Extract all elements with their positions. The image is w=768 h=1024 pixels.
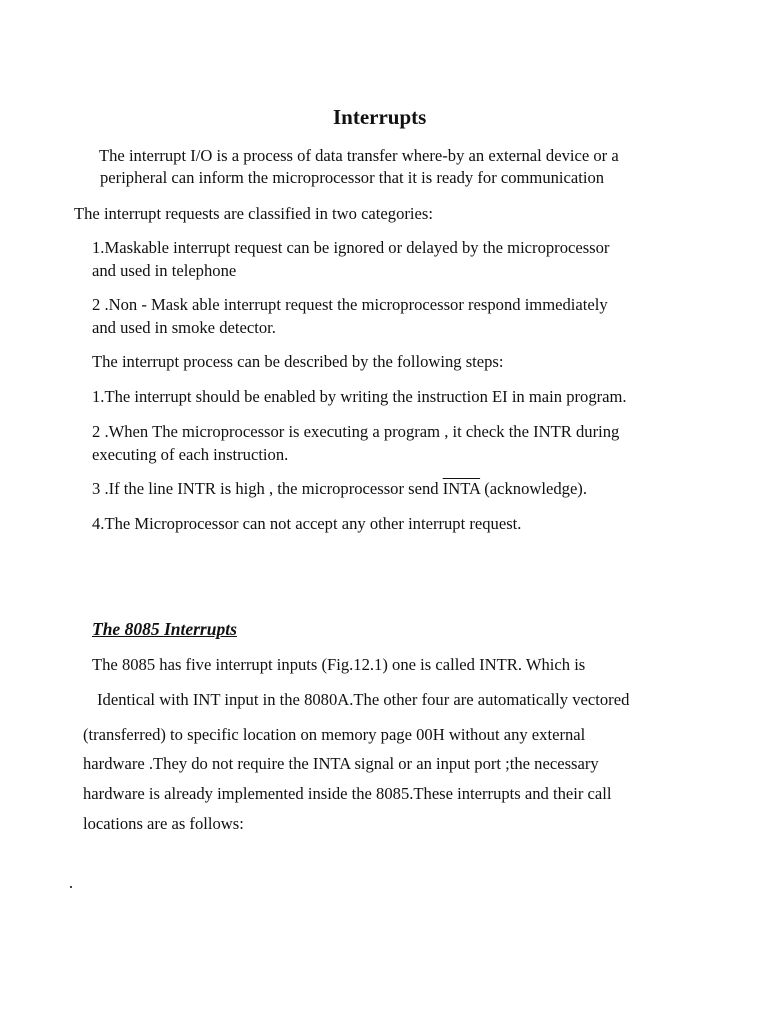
section-line-3: (transferred) to specific location on memory page 00H without any external [83, 725, 586, 744]
intro-line-2: peripheral can inform the microprocessor that it is ready for communication [100, 168, 605, 187]
section-line-6: locations are as follows: [83, 814, 244, 833]
intro-line-1: The interrupt I/O is a process of data transfer where-by an external device or a [99, 146, 619, 165]
section-heading: The 8085 Interrupts [92, 619, 237, 639]
page-title: Interrupts [333, 105, 427, 129]
category-2-line-2: and used in smoke detector. [92, 318, 276, 337]
steps-intro: The interrupt process can be described by the following steps: [92, 352, 504, 371]
categories-intro: The interrupt requests are classified in two categories: [74, 204, 433, 223]
step-2-line-1: 2 .When The microprocessor is executing a program , it check the INTR during [92, 422, 620, 441]
section-line-1: The 8085 has five interrupt inputs (Fig.12.1) one is called INTR. Which is [92, 655, 586, 674]
step-3-text-after: (acknowledge). [480, 479, 587, 498]
category-1-line-2: and used in telephone [92, 261, 237, 280]
section-line-5: hardware is already implemented inside the 8085.These interrupts and their call [83, 784, 612, 803]
inta-signal: INTA [442, 479, 481, 498]
step-1: 1.The interrupt should be enabled by writing the instruction EI in main program. [92, 387, 627, 406]
section-line-4: hardware .They do not require the INTA signal or an input port ;the necessary [83, 754, 599, 773]
step-2-line-2: executing of each instruction. [92, 445, 289, 464]
section-line-2: Identical with INT input in the 8080A.The other four are automatically vectored [97, 690, 630, 709]
step-3-text-before: 3 .If the line INTR is high , the microprocessor send [92, 479, 443, 498]
stray-mark [70, 886, 72, 888]
category-2-line-1: 2 .Non - Mask able interrupt request the microprocessor respond immediately [92, 295, 608, 314]
category-1-line-1: 1.Maskable interrupt request can be ignored or delayed by the microprocessor [92, 238, 610, 257]
step-3 [92, 481, 587, 498]
step-4: 4.The Microprocessor can not accept any other interrupt request. [92, 514, 522, 533]
